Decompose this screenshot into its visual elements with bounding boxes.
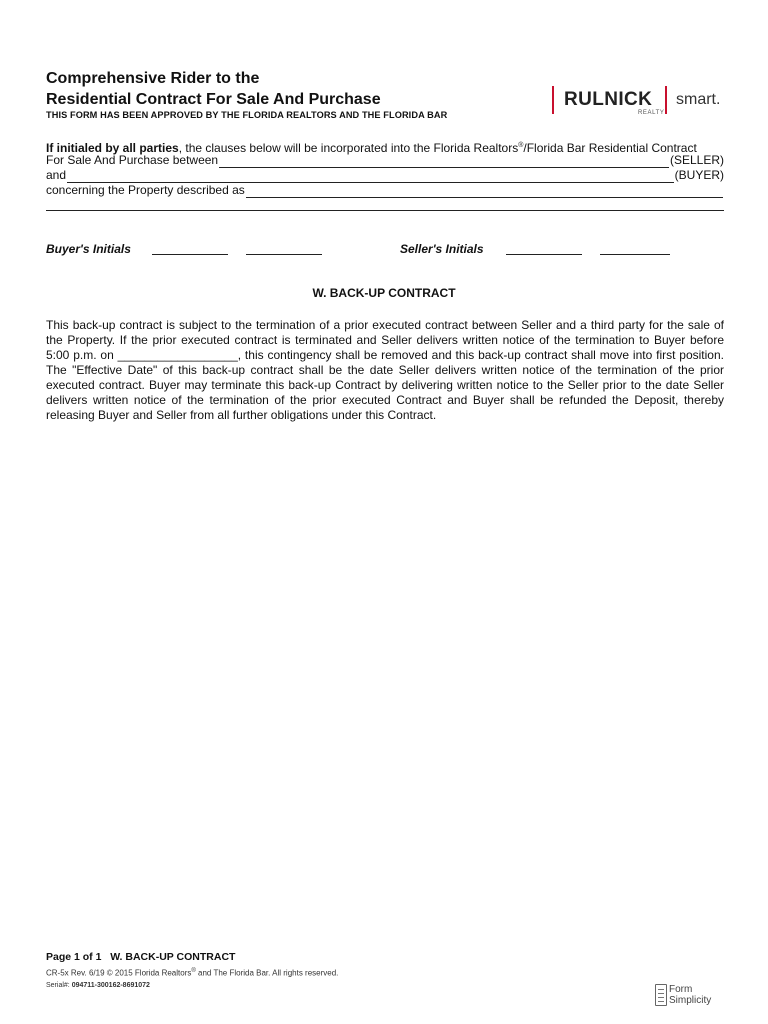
logo-bar-right: [665, 86, 667, 114]
and-label: and: [46, 168, 67, 182]
brand-line2: Simplicity: [669, 995, 712, 1006]
revision-suffix: and The Florida Bar. All rights reserved.: [195, 968, 339, 978]
buyer-initials-field-1[interactable]: [152, 254, 228, 255]
section-body: This back-up contract is subject to the termination of a prior executed contract between Seller and a third party for the sale of the Property. If the prior executed contract is terminated and Seller delivers written notice of the termination to Buyer before 5:00 p.m. on __________________, this contingency shall be removed and this back-up contract shall move into first position. The "Effective Date" of this back-up contract shall be the date Seller delivers written notice of the termination of the prior executed contract. Buyer may terminate this back-up Contract by delivering written notice to the Seller prior to the date Seller delivers written notice of the termination of the prior executed Contract and Buyer shall be refunded the Deposit, thereby releasing Buyer and Seller from all further obligations under this Contract.: [46, 318, 724, 422]
property-row: [46, 183, 724, 198]
buyer-initials-label: Buyer's Initials: [46, 242, 131, 256]
revision-line: [46, 968, 338, 978]
property-description-field[interactable]: [246, 186, 723, 198]
logo-bar-left: [552, 86, 554, 114]
buyer-initials-field-2[interactable]: [246, 254, 322, 255]
seller-row: [46, 153, 724, 168]
form-title-line2: Residential Contract For Sale And Purchase: [46, 91, 381, 108]
seller-initials-field-2[interactable]: [600, 254, 670, 255]
form-simplicity-logo: [655, 983, 735, 1009]
section-title: W. BACK-UP CONTRACT: [312, 286, 456, 300]
serial-label: Serial#:: [46, 982, 70, 989]
between-label: For Sale And Purchase between: [46, 153, 219, 167]
rulnick-logo: [552, 86, 732, 118]
intro-bold-lead: If initialed by all parties: [46, 141, 179, 155]
form-title-line1: Comprehensive Rider to the: [46, 70, 260, 87]
logo-name: RULNICK: [564, 89, 653, 110]
footer-section: W. BACK-UP CONTRACT: [110, 951, 236, 963]
approval-notice: THIS FORM HAS BEEN APPROVED BY THE FLORIDA REALTORS AND THE FLORIDA BAR: [46, 110, 448, 120]
property-label: concerning the Property described as: [46, 183, 245, 197]
document-icon: [655, 984, 667, 1006]
seller-label: (SELLER): [669, 153, 724, 167]
buyer-row: [46, 168, 724, 183]
brand-line1: Form: [669, 984, 693, 995]
registered-mark: ®: [518, 142, 524, 149]
seller-initials-field-1[interactable]: [506, 254, 582, 255]
serial-number: 094711-300162-8691072: [71, 982, 150, 989]
revision-prefix: CR-5x Rev. 6/19 © 2015 Florida Realtors: [46, 968, 192, 978]
intro-text-2: /Florida Bar Residential Contract: [523, 141, 697, 155]
intro-text: , the clauses below will be incorporated into the Florida Realtors: [178, 141, 519, 155]
seller-initials-label: Seller's Initials: [400, 242, 484, 256]
buyer-name-field[interactable]: [67, 171, 674, 183]
logo-tagline: smart.: [676, 91, 721, 108]
logo-realty: REALTY: [638, 110, 665, 116]
serial-line: [46, 982, 150, 989]
page-footer: [46, 951, 235, 963]
revision-mark: ®: [191, 968, 196, 974]
page-number: Page 1 of 1: [46, 951, 102, 963]
buyer-label: (BUYER): [674, 168, 724, 182]
property-description-field-2[interactable]: [46, 210, 724, 211]
seller-name-field[interactable]: [219, 156, 669, 168]
